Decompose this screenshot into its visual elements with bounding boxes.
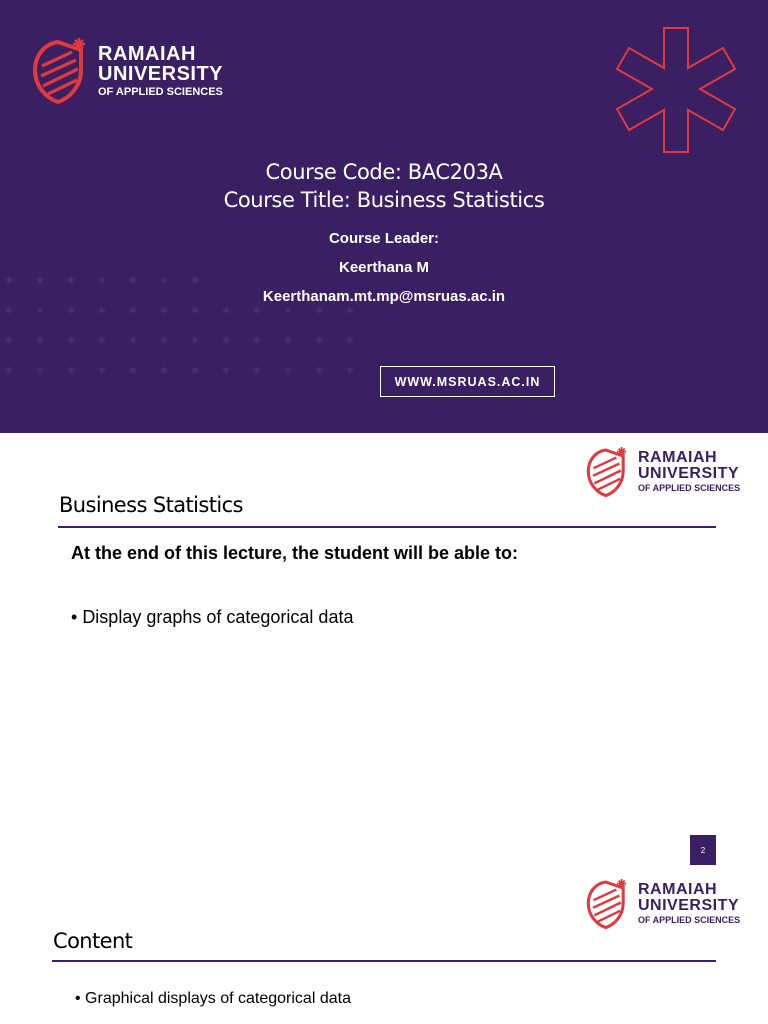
pattern-mark: * bbox=[160, 363, 168, 382]
pattern-mark: * bbox=[36, 273, 44, 292]
university-logo-emblem-icon bbox=[32, 36, 90, 106]
logo-line-1: RAMAIAH bbox=[98, 42, 196, 65]
pattern-mark: * bbox=[222, 363, 230, 382]
pattern-mark: * bbox=[67, 273, 75, 292]
pattern-mark: * bbox=[129, 303, 137, 322]
course-leader-name: Keerthana M bbox=[338, 259, 430, 276]
course-title: Course Title: Business Statistics bbox=[223, 188, 545, 212]
university-logo bbox=[586, 445, 740, 499]
pattern-mark: * bbox=[284, 363, 292, 382]
logo-line-3: OF APPLIED SCIENCES bbox=[98, 85, 223, 98]
logo-line-1: RAMAIAH bbox=[638, 881, 718, 899]
pattern-mark: * bbox=[36, 303, 44, 322]
pattern-mark: * bbox=[36, 333, 44, 352]
pattern-mark: * bbox=[5, 363, 13, 382]
university-logo bbox=[586, 877, 740, 931]
pattern-mark: * bbox=[160, 303, 168, 322]
list-item: • Display graphs of categorical data bbox=[71, 607, 354, 627]
pattern-mark: * bbox=[98, 273, 106, 292]
title-divider bbox=[58, 526, 716, 528]
logo-line-2: UNIVERSITY bbox=[638, 465, 740, 483]
slide-title: Business Statistics bbox=[59, 493, 243, 517]
list-item: • Graphical displays of categorical data bbox=[75, 990, 351, 1007]
pattern-mark: * bbox=[284, 303, 292, 322]
pattern-mark: * bbox=[129, 333, 137, 352]
pattern-mark: * bbox=[191, 333, 199, 352]
pattern-mark: * bbox=[5, 333, 13, 352]
logo-line-2: UNIVERSITY bbox=[638, 897, 740, 915]
pattern-mark: * bbox=[191, 363, 199, 382]
pattern-mark: * bbox=[5, 273, 13, 292]
title-divider bbox=[52, 960, 716, 962]
objectives-heading: At the end of this lecture, the student will be able to: bbox=[71, 543, 519, 563]
logo-line-3: OF APPLIED SCIENCES bbox=[638, 915, 741, 926]
university-logo bbox=[32, 36, 223, 106]
list-item-text: Display graphs of categorical data bbox=[82, 607, 354, 627]
pattern-mark: * bbox=[284, 333, 292, 352]
course-code: Course Code: BAC203A bbox=[265, 160, 503, 184]
title-slide bbox=[0, 0, 768, 433]
course-leader-email[interactable]: Keerthanam.mt.mp@msruas.ac.in bbox=[262, 288, 506, 305]
pattern-mark: * bbox=[98, 363, 106, 382]
pattern-mark: * bbox=[98, 303, 106, 322]
pattern-mark: * bbox=[191, 303, 199, 322]
pattern-mark: * bbox=[67, 333, 75, 352]
pattern-mark: * bbox=[253, 363, 261, 382]
pattern-mark: * bbox=[191, 273, 199, 292]
list-item-text: Graphical displays of categorical data bbox=[85, 990, 351, 1007]
pattern-mark: * bbox=[346, 333, 354, 352]
pattern-mark: * bbox=[67, 363, 75, 382]
pattern-mark: * bbox=[315, 363, 323, 382]
pattern-mark: * bbox=[253, 303, 261, 322]
pattern-mark: * bbox=[129, 273, 137, 292]
logo-line-2: UNIVERSITY bbox=[98, 62, 224, 85]
slide-title: Content bbox=[53, 929, 133, 953]
pattern-mark: * bbox=[160, 273, 168, 292]
pattern-mark: * bbox=[5, 303, 13, 322]
pattern-mark: * bbox=[222, 333, 230, 352]
pattern-mark: * bbox=[222, 303, 230, 322]
content-slide bbox=[0, 865, 768, 1024]
university-logo-emblem-icon bbox=[586, 877, 630, 931]
asterisk-outline-icon bbox=[612, 26, 742, 156]
objectives-slide bbox=[0, 433, 768, 865]
pattern-mark: * bbox=[346, 303, 354, 322]
university-logo-emblem-icon bbox=[586, 445, 630, 499]
pattern-mark: * bbox=[315, 303, 323, 322]
logo-line-1: RAMAIAH bbox=[638, 449, 718, 467]
website-link[interactable]: WWW.MSRUAS.AC.IN bbox=[380, 366, 555, 397]
pattern-mark: * bbox=[129, 363, 137, 382]
pattern-mark: * bbox=[160, 333, 168, 352]
pattern-mark: * bbox=[67, 303, 75, 322]
pattern-mark: * bbox=[98, 333, 106, 352]
pattern-mark: * bbox=[315, 333, 323, 352]
pattern-mark: * bbox=[346, 363, 354, 382]
logo-line-3: OF APPLIED SCIENCES bbox=[638, 483, 741, 494]
page-number-badge: 2 bbox=[690, 835, 716, 865]
pattern-mark: * bbox=[36, 363, 44, 382]
course-leader-label: Course Leader: bbox=[328, 230, 440, 247]
pattern-mark: * bbox=[253, 333, 261, 352]
